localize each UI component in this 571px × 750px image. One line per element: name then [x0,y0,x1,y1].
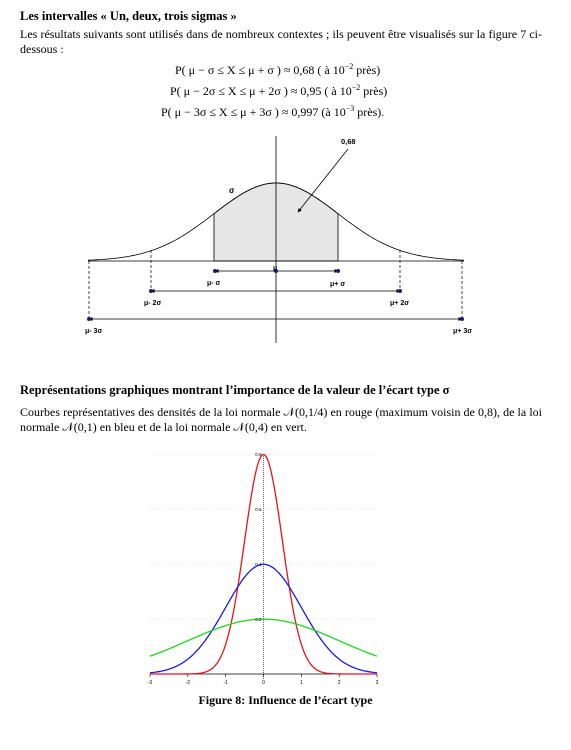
mu-minus-3sigma-label: μ- 3σ [85,328,103,335]
mu-plus-2sigma-label: μ+ 2σ [390,300,409,307]
x-tick-label: -3 [147,680,153,686]
figure7-diagram [60,128,490,348]
section2-title: Représentations graphiques montrant l’importance de la valeur de l’écart type σ [20,383,450,397]
formula-2-lhs: P( μ − 2σ ≤ X ≤ μ + 2σ ) ≈ 0,95 ( à 10 [170,84,352,98]
x-tick-label: -2 [185,680,191,686]
mu-minus-sigma-point [213,269,217,273]
mu-plus-2sigma-point [398,289,402,293]
figure8-chart [140,450,390,690]
formula-1-lhs: P( μ − σ ≤ X ≤ μ + σ ) ≈ 0,68 ( à 10 [175,63,345,77]
formula-1 [175,62,380,78]
section1-title: Les intervalles « Un, deux, trois sigmas » [20,9,237,23]
y-tick-label: 0.2 [255,617,262,622]
mu-plus-sigma-point [336,269,340,273]
chart-ticks [148,452,379,686]
formula-1-rhs: près) [353,63,381,77]
formula-2-rhs: près) [360,84,388,98]
x-tick-label: 2 [337,680,341,686]
x-tick-label: 1 [299,680,303,686]
x-tick-label: 3 [375,680,379,686]
formula-3-exp: −3 [345,104,355,113]
area-label: 0,68 [341,137,356,146]
formula-1-exp: −2 [344,62,354,71]
formula-3-rhs: près). [354,105,385,119]
formula-3 [161,104,384,120]
formula-2 [170,83,387,99]
mu-minus-sigma-label: μ- σ [207,280,221,287]
mu-plus-sigma-label: μ+ σ [330,281,346,288]
y-tick-label: 0.4 [255,562,262,567]
x-tick-label: -1 [223,680,228,686]
mu-plus-3sigma-point [460,317,464,321]
mu-minus-2sigma-label: μ- 2σ [144,300,162,307]
chart-series-group [150,455,377,674]
y-tick-label: 0.8 [255,452,262,457]
y-tick-label: 0.6 [255,507,262,512]
mu-plus-3sigma-label: μ+ 3σ [453,328,472,335]
section2-description: Courbes représentatives des densités de la loi normale 𝒩(0,1/4) en rouge (maximum voisin de 0,8), de la loi normale 𝒩(0,1) en bleu et de la loi normale 𝒩(0,4) en vert. [20,405,542,434]
figure8-caption: Figure 8: Influence de l’écart type [198,693,373,707]
formula-3-lhs: P( μ − 3σ ≤ X ≤ μ + 3σ ) ≈ 0,997 (à 10 [161,105,346,119]
x-tick-label: 0 [262,680,265,686]
mu-label: μ [273,265,278,272]
formula-2-exp: −2 [351,83,361,92]
mu-minus-3sigma-point [87,317,91,321]
section1-intro: Les résultats suivants sont utilisés dans de nombreux contextes ; ils peuvent être visualisés sur la figure 7 ci-dessous : [20,27,542,56]
sigma-label: σ [229,186,235,195]
mu-minus-2sigma-point [149,289,153,293]
